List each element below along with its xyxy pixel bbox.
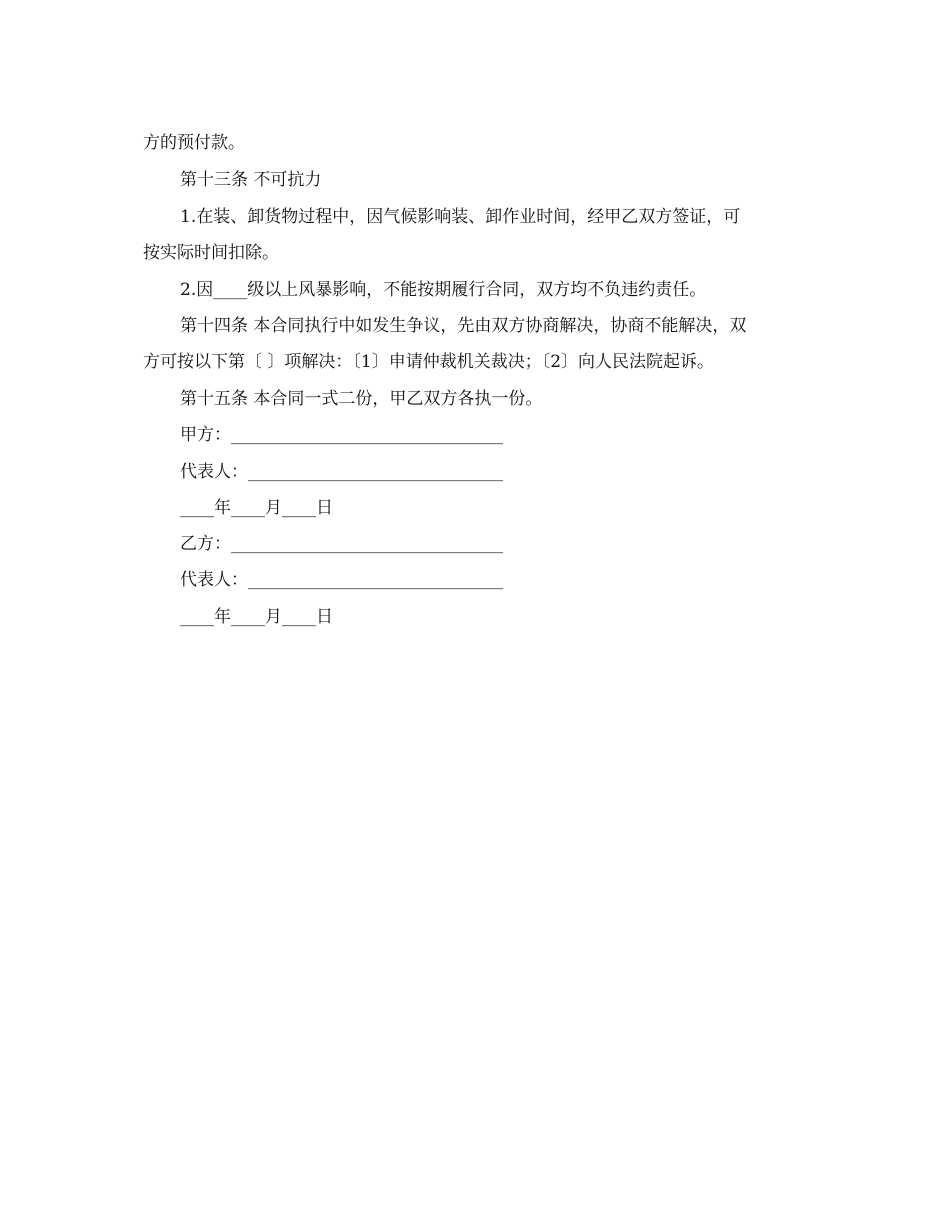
- article-13-heading: 第十三条 不可抗力: [180, 170, 322, 190]
- text-line-prepayment: 方的预付款。: [143, 133, 245, 153]
- party-a-representative-field: 代表人：______________________________: [180, 462, 503, 482]
- article-13-clause-1: 1.在装、卸货物过程中，因气候影响装、卸作业时间，经甲乙双方签证，可: [180, 207, 741, 227]
- party-b-representative-field: 代表人：______________________________: [180, 570, 503, 590]
- party-b-date-field: ____年____月____日: [180, 607, 333, 627]
- party-a-field: 甲方：________________________________: [180, 425, 503, 445]
- article-14-cont: 方可按以下第〔 〕项解决：〔1〕申请仲裁机关裁决；〔2〕向人民法院起诉。: [143, 352, 715, 372]
- party-b-field: 乙方：________________________________: [180, 534, 503, 554]
- article-14: 第十四条 本合同执行中如发生争议，先由双方协商解决，协商不能解决，双: [180, 316, 747, 336]
- article-13-clause-1-cont: 按实际时间扣除。: [143, 243, 279, 263]
- article-15: 第十五条 本合同一式二份，甲乙双方各执一份。: [180, 389, 543, 409]
- article-13-clause-2: 2.因____级以上风暴影响，不能按期履行合同，双方均不负违约责任。: [180, 280, 707, 300]
- party-a-date-field: ____年____月____日: [180, 498, 333, 518]
